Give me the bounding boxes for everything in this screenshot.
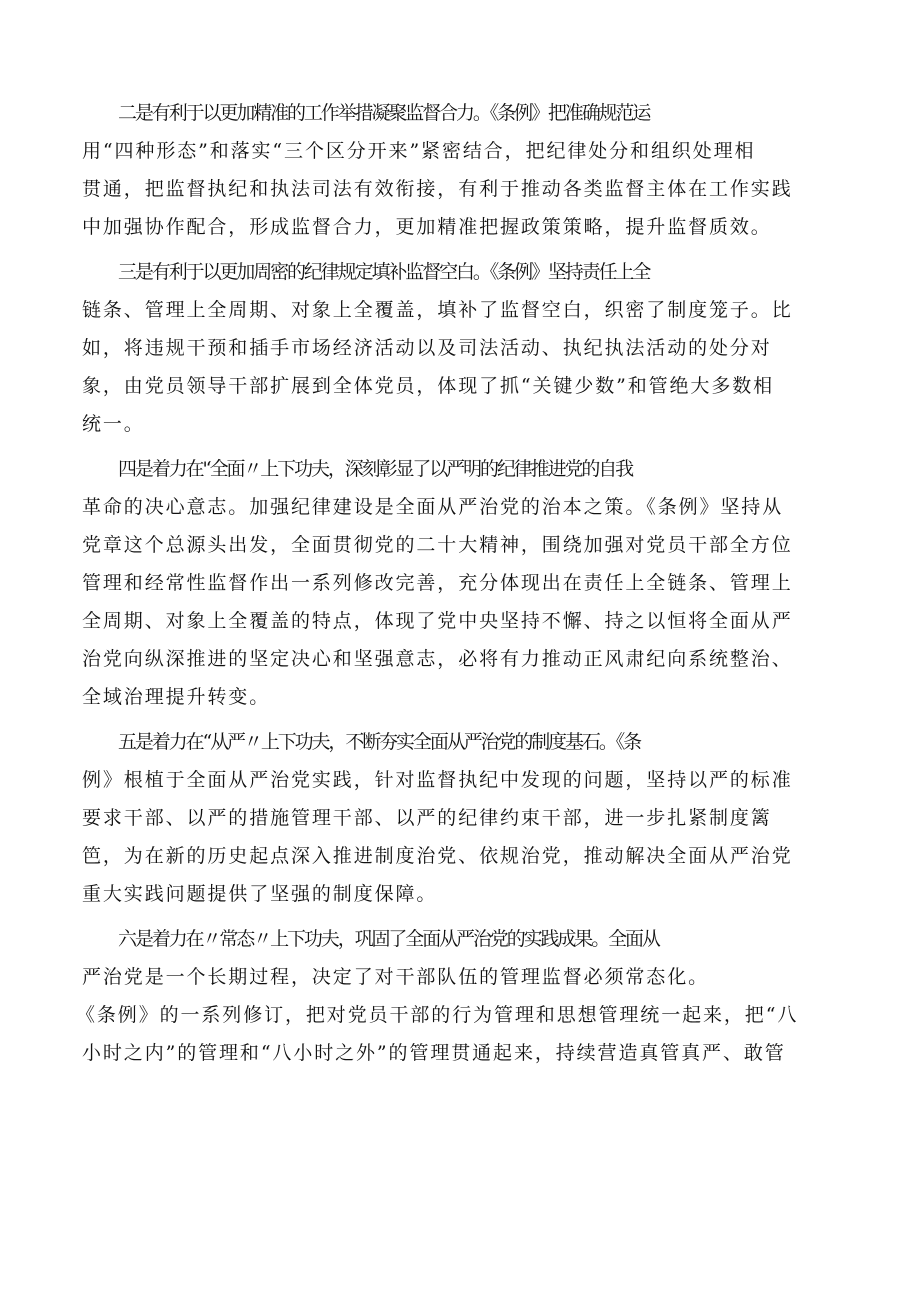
paragraph-line: 重大实践问题提供了坚强的制度保障。 [82,883,438,905]
paragraph-line: 《条例》的一系列修订，把对党员干部的行为管理和思想管理统一起来，把“八 [76,1004,799,1026]
paragraph-line: 党章这个总源头出发，全面贯彻党的二十大精神，围绕加强对党员干部全方位 [82,534,793,556]
paragraph-line: 二是有利于以更加精准的工作举措凝聚监督合力。《条例》把准确规范运 [118,102,650,124]
paragraph-line: 全域治理提升转变。 [82,686,271,708]
paragraph-line: 链条、管理上全周期、对象上全覆盖，填补了监督空白，织密了制度笼子。比 [82,299,793,321]
paragraph-line: 中加强协作配合，形成监督合力，更加精准把握政策策略，提升监督质效。 [82,216,772,238]
paragraph-line: 五是着力在“从严〃上下功夫，不断夯实全面从严治党的制度基石。《条 [118,731,641,753]
paragraph-normalization [76,920,862,1072]
paragraph-line: 贯通，把监督执纪和执法司法有效衔接，有利于推动各类监督主体在工作实践 [82,178,793,200]
paragraph-line: 笆，为在新的历史起点深入推进制度治党、依规治党，推动解决全面从严治党 [82,845,793,867]
paragraph-line: 严治党是一个长期过程，决定了对干部队伍的管理监督必须常态化。 [82,966,710,988]
paragraph-line: 如，将违规干预和插手市场经济活动以及司法活动、执纪执法活动的处分对 [82,337,772,359]
paragraph-supervision-synergy [82,94,862,246]
paragraph-line: 例》根植于全面从严治党实践，针对监督执纪中发现的问题，坚持以严的标准 [82,769,793,791]
paragraph-line: 四是着力在'‘全面〃上下功夫，深刻彰显了以严明的纪律推进党的自我 [118,458,633,480]
paragraph-strictness [82,723,862,913]
paragraph-line: 三是有利于以更加周密的纪律规定填补监督空白。《条例》坚持责任上全 [118,261,650,283]
paragraph-line: 革命的决心意志。加强纪律建设是全面从严治党的治本之策。《条例》坚持从 [82,496,784,518]
paragraph-line: 要求干部、以严的措施管理干部、以严的纪律约束干部，进一步扎紧制度篱 [82,807,772,829]
paragraph-line: 统一。 [82,413,145,435]
paragraph-line: 用“四种形态”和落实“三个区分开来”紧密结合，把纪律处分和组织处理相 [82,140,756,162]
paragraph-line: 管理和经常性监督作出一系列修改完善，充分体现出在责任上全链条、管理上 [82,572,793,594]
paragraph-fill-supervision-gaps [82,253,862,443]
paragraph-line: 治党向纵深推进的坚定决心和坚强意志，必将有力推动正风肃纪向系统整治、 [82,648,793,670]
paragraph-line: 小时之内”的管理和“八小时之外”的管理贯通起来，持续营造真管真严、敢管 [82,1042,786,1064]
paragraph-comprehensive [82,450,862,716]
paragraph-line: 象，由党员领导干部扩展到全体党员，体现了抓“关键少数”和管绝大多数相 [82,375,775,397]
paragraph-line: 全周期、对象上全覆盖的特点，体现了党中央坚持不懈、持之以恒将全面从严 [82,610,793,632]
paragraph-line: 六是着力在〃常态〃上下功夫，巩固了全面从严治党的实践成果。全面从 [118,928,659,950]
document-body [76,94,862,1072]
